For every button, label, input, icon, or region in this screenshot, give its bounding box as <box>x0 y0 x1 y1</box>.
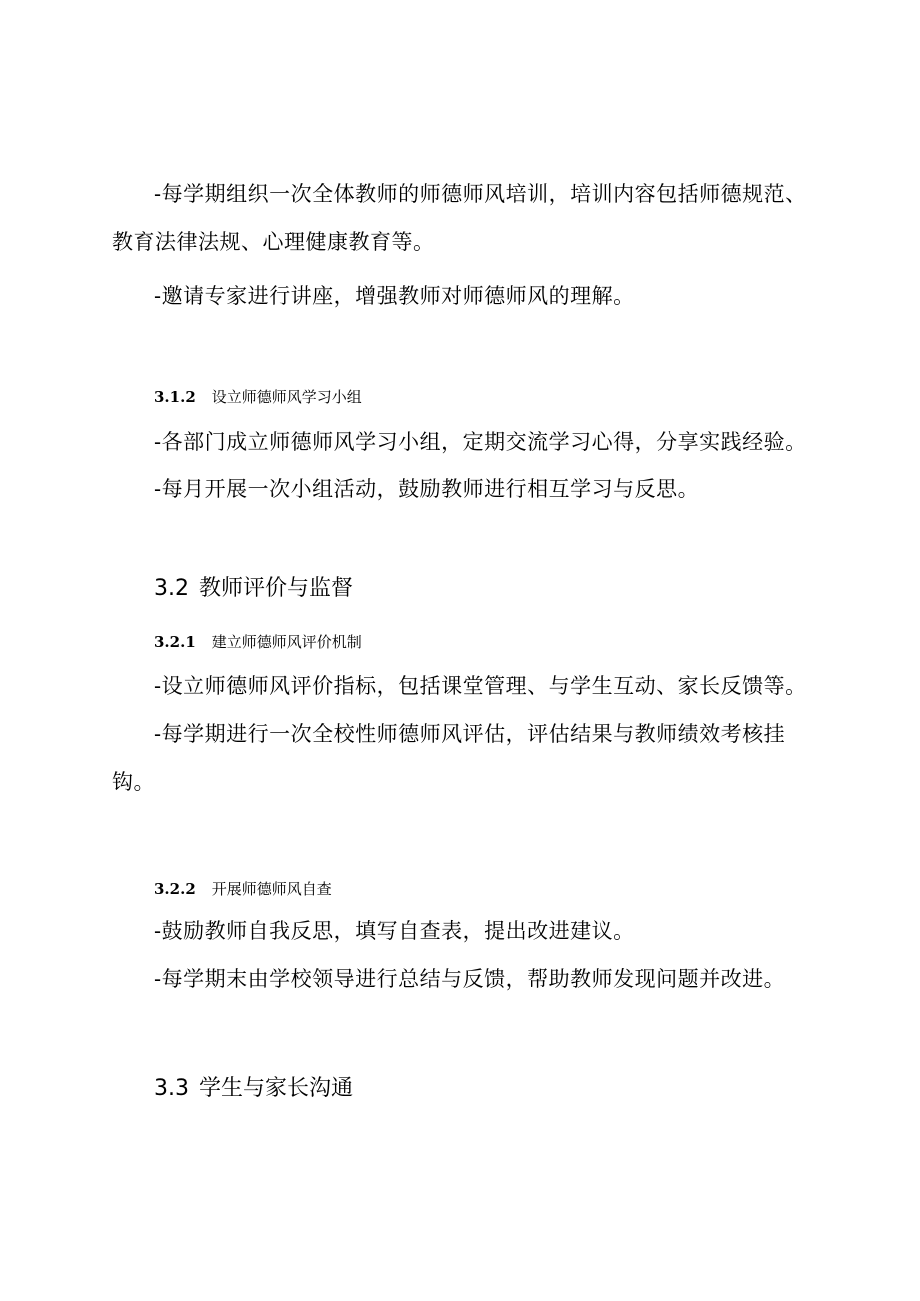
paragraph-monthly-activity: -每月开展一次小组活动，鼓励教师进行相互学习与反思。 <box>154 477 700 501</box>
subheading-number: 3.2.1 <box>154 633 196 651</box>
section-heading-3-3 <box>154 1071 353 1102</box>
paragraph-evaluation-indicators: -设立师德师风评价指标，包括课堂管理、与学生互动、家长反馈等。 <box>154 674 807 698</box>
subheading-title: 开展师德师风自查 <box>211 880 332 898</box>
section-title: 教师评价与监督 <box>199 576 354 601</box>
subheading-number: 3.2.2 <box>154 880 196 898</box>
subheading-number: 3.1.2 <box>154 388 196 406</box>
paragraph-term-summary: -每学期末由学校领导进行总结与反馈，帮助教师发现问题并改进。 <box>154 967 786 991</box>
paragraph-study-group: -各部门成立师德师风学习小组，定期交流学习心得，分享实践经验。 <box>154 430 807 454</box>
section-number: 3.3 <box>154 1076 189 1101</box>
subheading-3-1-2 <box>154 386 362 407</box>
subheading-title: 设立师德师风学习小组 <box>211 388 362 406</box>
paragraph-training: -每学期组织一次全体教师的师德师风培训，培训内容包括师德规范、教育法律法规、心理健康教育等。 <box>112 182 807 254</box>
section-heading-3-2 <box>154 571 353 602</box>
section-title: 学生与家长沟通 <box>199 1076 354 1101</box>
section-number: 3.2 <box>154 576 189 601</box>
paragraph-expert-lecture: -邀请专家进行讲座，增强教师对师德师风的理解。 <box>154 284 635 308</box>
subheading-3-2-2 <box>154 878 332 899</box>
subheading-title: 建立师德师风评价机制 <box>211 633 362 651</box>
paragraph-school-evaluation: -每学期进行一次全校性师德师风评估，评估结果与教师绩效考核挂钩。 <box>112 722 786 794</box>
subheading-3-2-1 <box>154 631 362 652</box>
paragraph-self-reflection: -鼓励教师自我反思，填写自查表，提出改进建议。 <box>154 919 635 943</box>
